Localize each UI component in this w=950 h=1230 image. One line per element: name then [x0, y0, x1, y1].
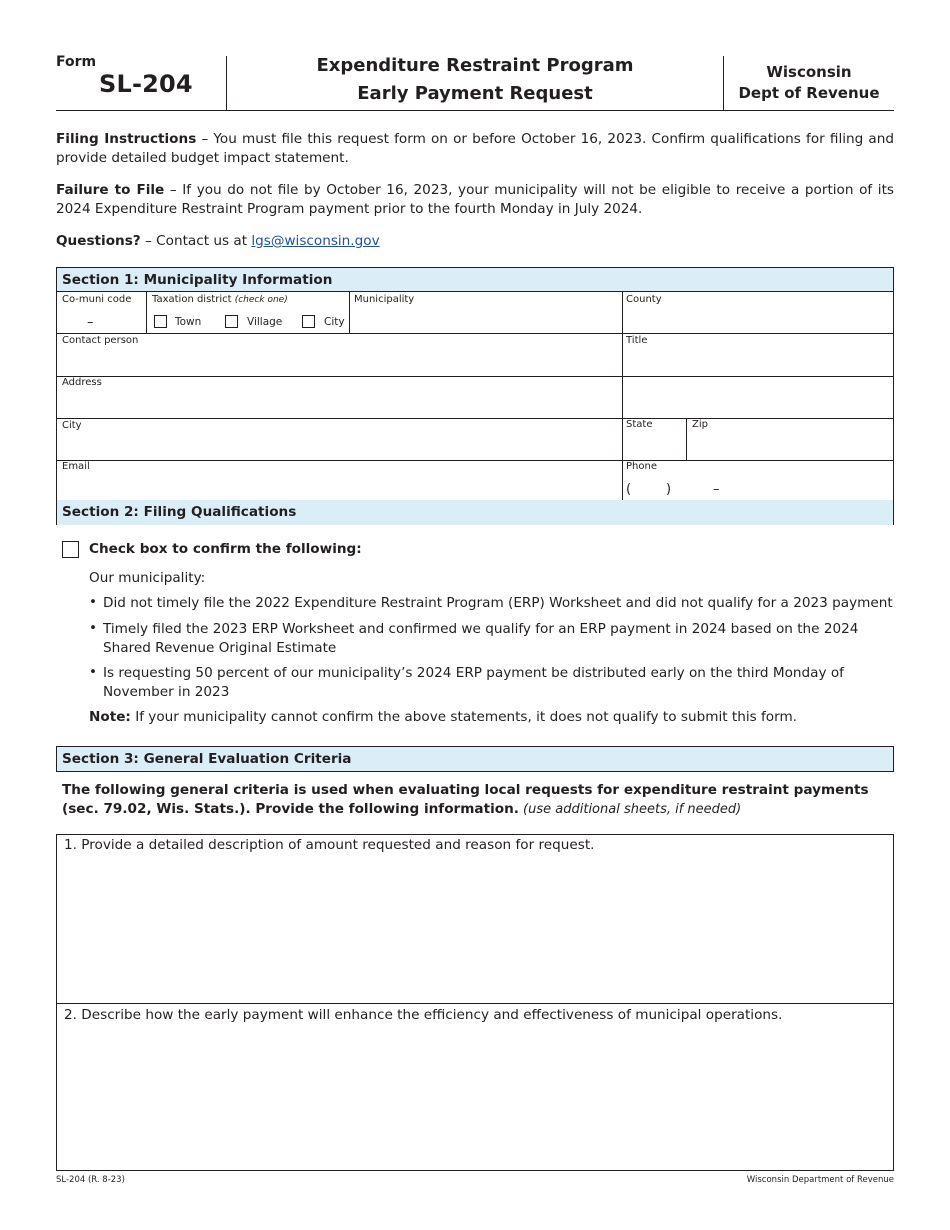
questions-box — [56, 834, 894, 1171]
city-checkbox[interactable] — [302, 315, 315, 328]
row-divider — [57, 376, 893, 377]
failure-to-file-text: – If you do not file by October 16, 2023, your municipality will not be eligible to receive a portion of its 2024 Expenditure Restraint Program payment prior to the fourth Monday in July 2024. — [56, 182, 894, 217]
col-divider — [686, 418, 687, 460]
phone-close-paren: ) — [666, 482, 672, 497]
row-divider — [57, 460, 893, 461]
section1-table — [56, 267, 894, 525]
form-title — [227, 52, 723, 108]
footer-form-revision: SL-204 (R. 8-23) — [56, 1175, 125, 1185]
row-divider — [57, 333, 893, 334]
email-link[interactable]: lgs@wisconsin.gov — [251, 233, 380, 249]
failure-to-file — [56, 181, 894, 218]
bullet-3: Is requesting 50 percent of our municipality’s 2024 ERP payment be distributed early on the third Monday of November in 2023 — [103, 665, 844, 700]
note — [89, 708, 797, 727]
footer-agency: Wisconsin Department of Revenue — [746, 1175, 894, 1185]
note-heading: Note: — [89, 709, 131, 725]
taxation-district-label — [152, 294, 288, 306]
village-checkbox[interactable] — [225, 315, 238, 328]
co-muni-code-dash: – — [87, 315, 94, 330]
phone-dash: – — [713, 482, 720, 497]
questions — [56, 232, 894, 251]
agency-name — [724, 62, 894, 104]
question-divider — [57, 1003, 893, 1004]
zip-label: Zip — [692, 419, 708, 430]
section3-header: Section 3: General Evaluation Criteria — [56, 746, 894, 772]
section2-header: Section 2: Filing Qualifications — [57, 500, 893, 525]
contact-person-label: Contact person — [62, 335, 139, 346]
section3-intro — [62, 781, 892, 819]
our-municipality-lead: Our municipality: — [89, 570, 206, 586]
county-label: County — [626, 294, 662, 305]
form-title-line2: Early Payment Request — [357, 83, 593, 104]
form-label: Form — [56, 54, 97, 70]
agency-line1: Wisconsin — [766, 63, 852, 81]
agency-line2: Dept of Revenue — [738, 84, 880, 102]
filing-instructions — [56, 130, 894, 167]
bullet-mark: • — [89, 664, 98, 680]
filing-instructions-text: – You must file this request form on or before October 16, 2023. Confirm qualifications for filing and provide detailed budget impact statement. — [56, 131, 894, 166]
village-label: Village — [247, 316, 283, 328]
bullet-1: Did not timely file the 2022 Expenditure Restraint Program (ERP) Worksheet and did not qualify for a 2023 payment — [103, 595, 893, 611]
city-label: City — [62, 420, 82, 431]
title-label: Title — [626, 335, 648, 346]
questions-heading: Questions? — [56, 233, 141, 249]
section3-intro-bold: The following general criteria is used when evaluating local requests for expenditure restraint payments (sec. 79.02, Wis. Stats.). Provide the following information. — [62, 782, 869, 817]
bullet-mark: • — [89, 620, 98, 636]
question-2: 2. Describe how the early payment will enhance the efficiency and effectiveness of municipal operations. — [64, 1007, 783, 1023]
header-rule — [56, 110, 894, 111]
city-option-label: City — [324, 316, 345, 328]
row-divider — [57, 418, 893, 419]
phone-open-paren: ( — [626, 482, 632, 497]
town-checkbox[interactable] — [154, 315, 167, 328]
check-one-note: (check one) — [234, 295, 288, 305]
confirm-checkbox[interactable] — [62, 541, 79, 558]
col-divider — [146, 292, 147, 333]
email-label: Email — [62, 461, 90, 472]
filing-instructions-heading: Filing Instructions — [56, 131, 197, 147]
co-muni-code-label: Co-muni code — [62, 294, 132, 305]
questions-text: – Contact us at — [140, 233, 252, 249]
col-divider — [349, 292, 350, 333]
col-divider — [622, 292, 623, 500]
taxation-district-text: Taxation district — [152, 294, 232, 305]
form-number: SL-204 — [99, 70, 193, 98]
form-title-line1: Expenditure Restraint Program — [316, 55, 634, 76]
failure-to-file-heading: Failure to File — [56, 182, 165, 198]
municipality-label: Municipality — [354, 294, 415, 305]
section3-intro-italic: (use additional sheets, if needed) — [518, 801, 742, 817]
note-text: If your municipality cannot confirm the above statements, it does not qualify to submit this form. — [130, 709, 798, 725]
section1-header: Section 1: Municipality Information — [57, 268, 893, 292]
town-label: Town — [175, 316, 202, 328]
bullet-mark: • — [89, 594, 98, 610]
confirm-label: Check box to confirm the following: — [89, 541, 362, 557]
bullet-2: Timely filed the 2023 ERP Worksheet and confirmed we qualify for an ERP payment in 2024 based on the 2024 Shared Revenue Original Estimate — [103, 621, 859, 656]
question-1: 1. Provide a detailed description of amount requested and reason for request. — [64, 837, 595, 853]
address-label: Address — [62, 377, 102, 388]
state-label: State — [626, 419, 653, 430]
phone-label: Phone — [626, 461, 657, 472]
